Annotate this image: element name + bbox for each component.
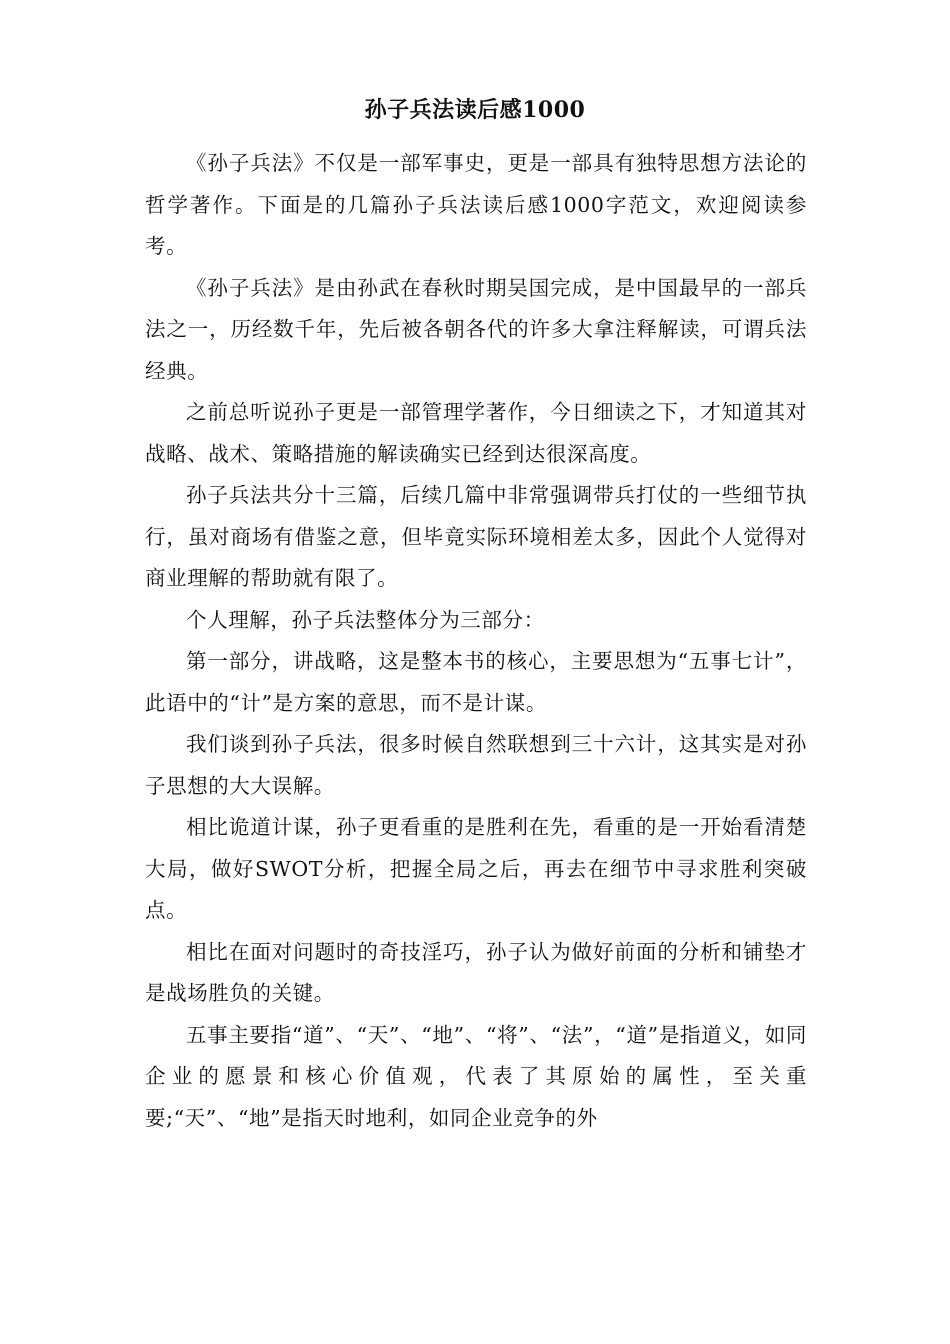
paragraph-7: 我们谈到孙子兵法，很多时候自然联想到三十六计，这其实是对孙子思想的大大误解。 <box>145 732 807 798</box>
paragraph-9: 相比在面对问题时的奇技淫巧，孙子认为做好前面的分析和铺垫才是战场胜负的关键。 <box>145 939 807 1005</box>
document-body <box>145 143 807 1139</box>
paragraph-10: 五事主要指“道”、“天”、“地”、“将”、“法”，“道”是指道义，如同企业的愿景和核心价值观，代表了其原始的属性，至关重要;“天”、“地”是指天时地利，如同企业竞争的外 <box>145 1022 807 1130</box>
paragraph-6: 第一部分，讲战略，这是整本书的核心，主要思想为“五事七计”，此语中的“计”是方案的意思，而不是计谋。 <box>145 649 807 715</box>
document-title: 孙子兵法读后感1000 <box>364 97 586 123</box>
paragraph-1: 《孙子兵法》不仅是一部军事史，更是一部具有独特思想方法论的哲学著作。下面是的几篇孙子兵法读后感1000字范文，欢迎阅读参考。 <box>145 151 807 258</box>
paragraph-5: 个人理解，孙子兵法整体分为三部分： <box>186 607 545 632</box>
paragraph-8: 相比诡道计谋，孙子更看重的是胜利在先，看重的是一开始看清楚大局，做好SWOT分析，把握全局之后，再去在细节中寻求胜利突破点。 <box>145 815 807 922</box>
paragraph-2: 《孙子兵法》是由孙武在春秋时期吴国完成，是中国最早的一部兵法之一，历经数千年，先后被各朝各代的许多大拿注释解读，可谓兵法经典。 <box>145 275 807 383</box>
paragraph-3: 之前总听说孙子更是一部管理学著作，今日细读之下，才知道其对战略、战术、策略措施的解读确实已经到达很深高度。 <box>145 400 807 466</box>
paragraph-4: 孙子兵法共分十三篇，后续几篇中非常强调带兵打仗的一些细节执行，虽对商场有借鉴之意，但毕竟实际环境相差太多，因此个人觉得对商业理解的帮助就有限了。 <box>145 483 807 590</box>
